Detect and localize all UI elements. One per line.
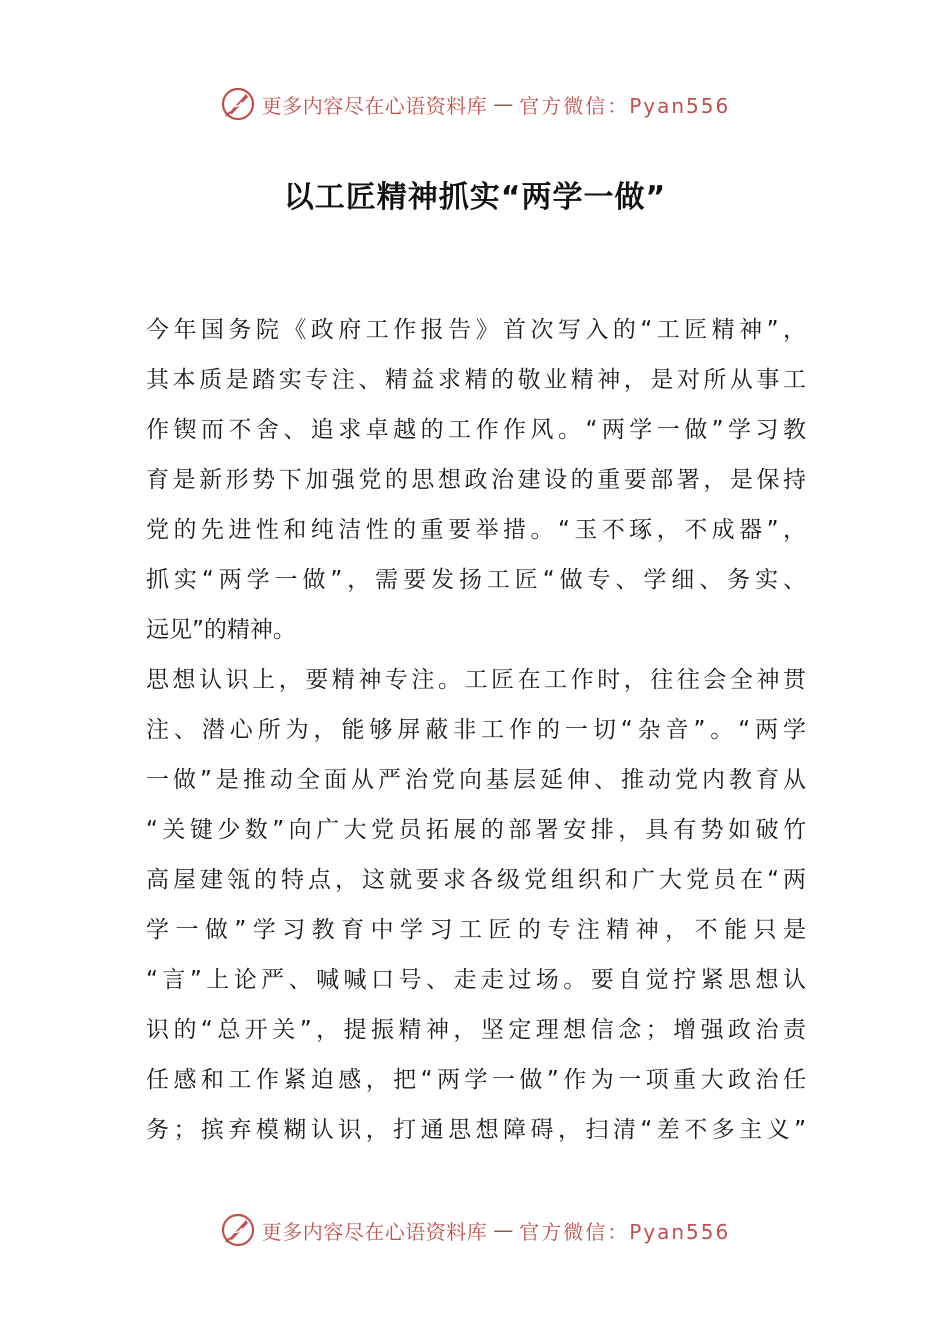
body-line: 抓实“两学一做”，需要发扬工匠“做专、学细、务实、 [146,567,806,593]
body-line: “言”上论严、喊喊口号、走走过场。要自觉拧紧思想认 [146,967,806,993]
body-line: 其本质是踏实专注、精益求精的敬业精神，是对所从事工 [146,367,806,393]
body-line: 一做”是推动全面从严治党向基层延伸、推动党内教育从 [146,767,806,793]
watermark-separator: — [493,1218,514,1242]
watermark-separator: — [493,92,514,116]
document-title: 以工匠精神抓实“两学一做” [283,180,667,215]
document-body [146,305,806,1155]
quill-logo-icon [220,86,256,122]
body-line: 学一做”学习教育中学习工匠的专注精神，不能只是 [146,917,806,943]
footer-watermark [0,1210,950,1250]
body-line: 作锲而不舍、追求卓越的工作作风。“两学一做”学习教 [146,417,806,443]
header-watermark [0,84,950,124]
body-line: 务；摈弃模糊认识，打通思想障碍，扫清“差不多主义” [146,1117,806,1143]
body-line: 育是新形势下加强党的思想政治建设的重要部署，是保持 [146,467,806,493]
body-line: 远见”的精神。 [146,617,296,643]
body-line: 党的先进性和纯洁性的重要举措。“玉不琢，不成器”， [146,517,806,543]
body-line: 思想认识上，要精神专注。工匠在工作时，往往会全神贯 [146,667,806,693]
watermark-site-text: 更多内容尽在心语资料库 [261,1219,488,1244]
body-line: 今年国务院《政府工作报告》首次写入的“工匠精神”， [146,317,806,343]
watermark-contact-text: 官方微信：Pyan556 [519,1219,731,1244]
watermark-contact-text: 官方微信：Pyan556 [519,93,731,118]
body-line: 识的“总开关”，提振精神，坚定理想信念；增强政治责 [146,1017,806,1043]
watermark-site-text: 更多内容尽在心语资料库 [261,93,488,118]
body-line: “关键少数”向广大党员拓展的部署安排，具有势如破竹 [146,817,806,843]
quill-logo-icon [220,1212,256,1248]
body-line: 任感和工作紧迫感，把“两学一做”作为一项重大政治任 [146,1067,806,1093]
body-line: 高屋建瓴的特点，这就要求各级党组织和广大党员在“两 [146,867,806,893]
body-line: 注、潜心所为，能够屏蔽非工作的一切“杂音”。“两学 [146,717,806,743]
